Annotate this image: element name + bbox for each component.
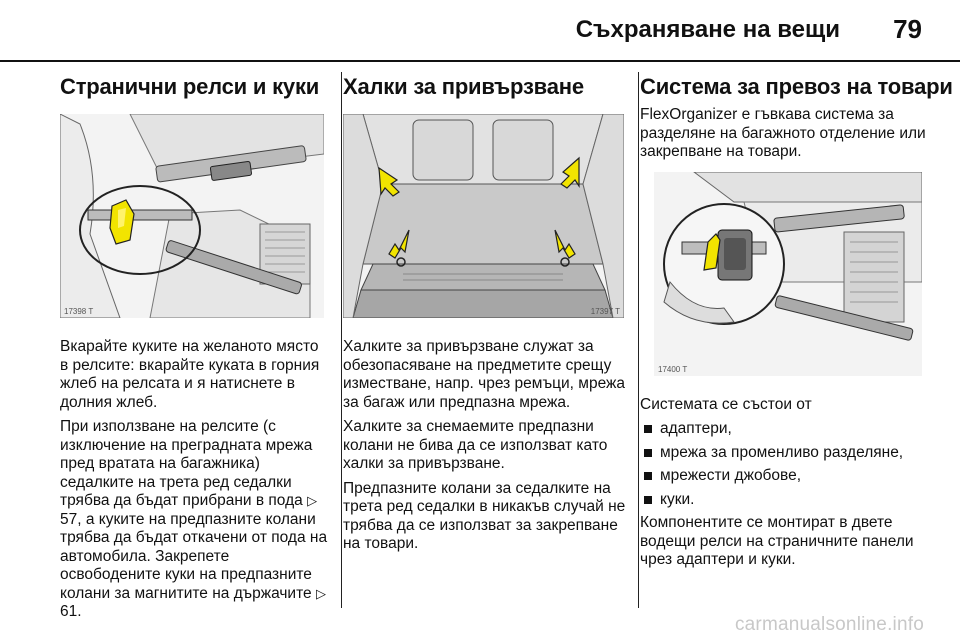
column-tie-down-rings [343, 62, 626, 610]
arrow-right-ref-icon: ▷ [315, 585, 326, 601]
column-divider [638, 72, 639, 608]
paragraph: Системата се състои от [640, 395, 812, 413]
square-bullet-icon [644, 472, 652, 480]
cargo-system-illustration [654, 172, 922, 376]
paragraph: Халките за привързване служат за обезопасяване на предметите срещу изместване, напр. чрез ремъци, мрежа за багаж или предпазна мрежа. [343, 338, 626, 411]
figure-tie-down-rings [343, 114, 624, 318]
arrow-right-ref-icon: ▷ [307, 493, 318, 508]
list-item [640, 444, 930, 463]
paragraph: FlexOrganizer е гъвкава система за разделяне на багажното отделение или закрепване на товари. [640, 106, 926, 160]
figure-cargo-system [654, 172, 922, 376]
list-item-label: мрежа за променливо разделяне, [660, 443, 904, 461]
figure-number: 17398 T [64, 307, 94, 316]
watermark: carmanualsonline.info [734, 614, 924, 635]
paragraph: Компонентите се монтират в двете водещи релси на страничните панели чрез адаптери и куки. [640, 514, 914, 568]
figure-number: 17397 T [590, 307, 620, 316]
list-item [640, 467, 930, 486]
heading-cargo-system: Система за превоз на товари [640, 74, 953, 99]
list-item [640, 420, 930, 439]
paragraph: Халките за снемаемите предпазни колани не бива да се използват като халки за привързване. [343, 418, 608, 472]
paragraph-text: , а куките на предпазните колани трябва да бъдат откачени от пода на автомобила. Закрепете освободените куки на предпазните колани за магнитите на държачите [60, 510, 328, 602]
heading-side-rails: Странични релси и куки [60, 74, 320, 99]
paragraph-text: При използване на релсите (с изключение на преградната мрежа пред вратата на багажника) седалките на трета ред седалки трябва да бъдат прибрани в пода [60, 418, 313, 509]
page-reference: 61. [60, 603, 82, 620]
side-rails-illustration [60, 114, 324, 318]
tie-down-rings-illustration [343, 114, 624, 318]
list-item-label: адаптери, [660, 420, 732, 437]
paragraph: Вкарайте куките на желаното място в релсите: вкарайте куката в горния жлеб на релсата и я натиснете в долния жлеб. [60, 338, 320, 411]
list-item-label: мрежести джобове, [660, 467, 802, 484]
section-title: Съхраняване на вещи [575, 16, 840, 43]
column-divider [341, 72, 342, 608]
square-bullet-icon [644, 496, 652, 504]
square-bullet-icon [644, 449, 652, 457]
page-header [0, 0, 960, 58]
column-cargo-system [640, 62, 953, 610]
figure-side-rails [60, 114, 324, 318]
page-number: 79 [893, 14, 922, 44]
figure-number: 17400 T [658, 364, 688, 374]
list-item [640, 491, 930, 510]
page-reference: 57 [60, 510, 78, 528]
square-bullet-icon [644, 425, 652, 433]
paragraph [60, 418, 328, 622]
list-item-label: куки. [660, 490, 695, 508]
component-list [640, 420, 930, 509]
paragraph: Предпазните колани за седалките на трета ред седалки в никакъв случай не трябва да се използват за закрепване на товари. [343, 479, 626, 552]
heading-tie-down-rings: Халки за привързване [343, 74, 584, 99]
column-side-rails [60, 62, 328, 620]
